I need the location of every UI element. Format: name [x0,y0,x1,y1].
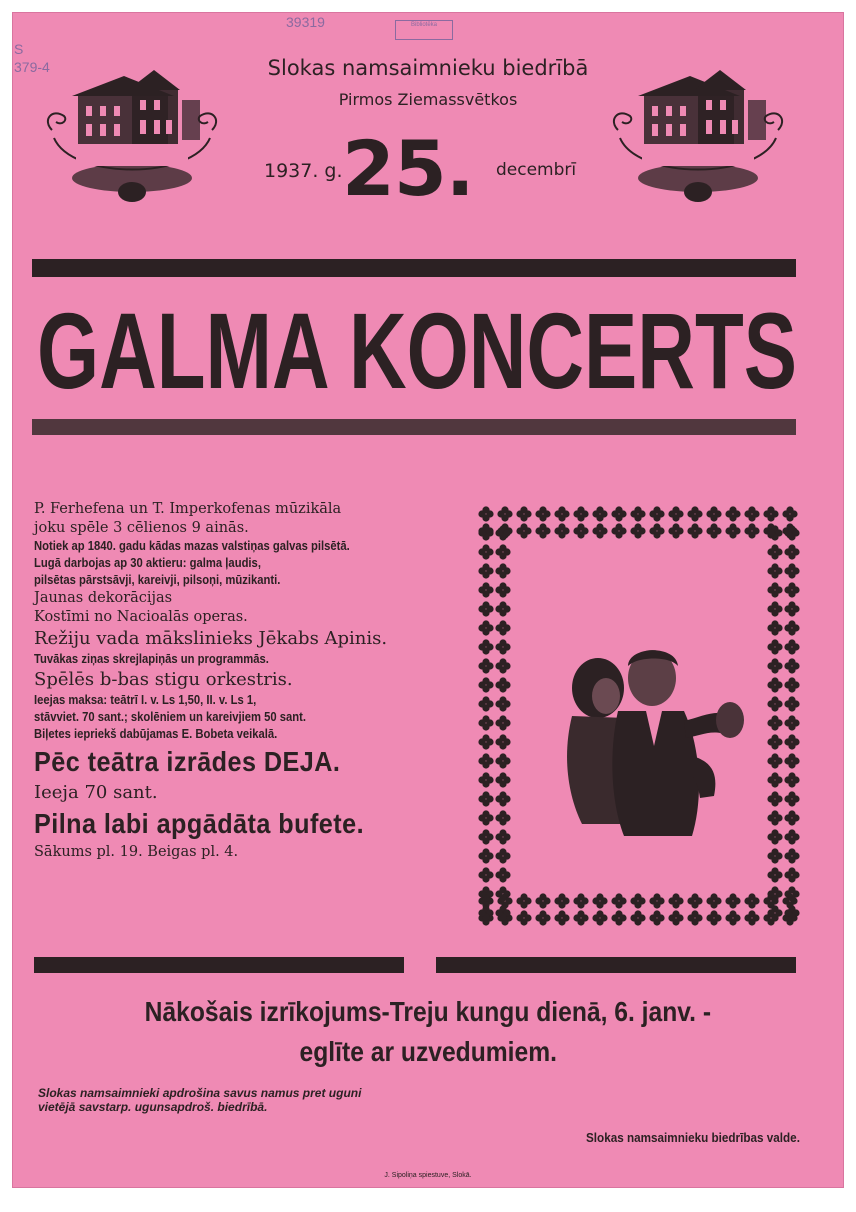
info-line: Pēc teātra izrādes DEJA. [34,746,341,777]
clover-icon [573,523,588,538]
clover-icon [495,848,510,863]
clover-icon [592,506,607,521]
clover-icon [687,910,702,925]
clover-icon [767,696,782,711]
clover-icon [668,523,683,538]
clover-icon [611,893,626,908]
clover-icon [478,639,493,654]
clover-icon [478,620,493,635]
clover-icon [611,910,626,925]
clover-icon [767,582,782,597]
clover-icon [478,753,493,768]
clover-icon [784,677,799,692]
archive-number-top: 39319 [286,14,325,30]
info-line: Jaunas dekorācijas [34,590,173,606]
divider-bar [32,419,796,435]
clover-icon [478,601,493,616]
clover-icon [706,506,721,521]
board-signature: Slokas namsaimnieku biedrības valde. [586,1130,800,1145]
clover-icon [784,563,799,578]
info-line: Notiek ap 1840. gadu kādas mazas valstiņas galvas pilsētā. [34,539,350,553]
clover-border-icon [478,506,800,926]
clover-icon [478,582,493,597]
clover-icon [725,893,740,908]
clover-icon [611,523,626,538]
clover-icon [784,544,799,559]
building-vignette-icon [32,60,232,208]
clover-icon [784,734,799,749]
info-line: Sākums pl. 19. Beigas pl. 4. [34,844,239,860]
clover-icon [767,601,782,616]
clover-icon [495,677,510,692]
info-line: P. Ferhefena un T. Imperkofenas mūzikāla [34,501,342,517]
clover-icon [784,848,799,863]
info-line: Pilna labi apgādāta bufete. [34,808,365,839]
clover-icon [535,893,550,908]
clover-icon [744,506,759,521]
month-text: decembrī [496,160,577,180]
clover-icon [516,893,531,908]
clover-icon [784,810,799,825]
clover-icon [495,601,510,616]
clover-icon [535,910,550,925]
insurance-note: Slokas namsaimnieki apdrošina savus namus pret uguni vietējā savstarp. ugunsapdroš. biedrībā. [38,1086,362,1114]
clover-icon [767,677,782,692]
info-line: pilsētas pārstsāvji, kareivji, pilsoņi, mūzikanti. [34,573,281,587]
clover-icon [767,810,782,825]
clover-icon [784,696,799,711]
clover-icon [495,753,510,768]
info-line: Tuvākas ziņas skrejlapiņās un programmās. [34,652,269,666]
poster [12,12,844,1188]
dancing-couple-illustration [567,650,744,836]
clover-icon [767,791,782,806]
clover-icon [767,848,782,863]
archive-number-left: S 379-4 [14,41,50,75]
clover-icon [784,639,799,654]
clover-icon [687,893,702,908]
clover-icon [668,910,683,925]
clover-icon [767,829,782,844]
clover-icon [495,696,510,711]
clover-icon [495,791,510,806]
clover-icon [767,734,782,749]
clover-icon [497,506,512,521]
clover-icon [573,910,588,925]
clover-icon [592,523,607,538]
clover-icon [725,910,740,925]
clover-icon [592,893,607,908]
clover-icon [630,893,645,908]
clover-icon [495,620,510,635]
clover-icon [554,910,569,925]
clover-icon [478,810,493,825]
clover-icon [687,523,702,538]
printer-credit: J. Sipoliņa spiestuve, Slokā. [384,1172,472,1179]
clover-icon [767,715,782,730]
divider-bar [436,957,796,973]
clover-icon [767,563,782,578]
clover-icon [744,523,759,538]
clover-icon [478,715,493,730]
clover-icon [784,829,799,844]
clover-icon [668,893,683,908]
clover-icon [784,791,799,806]
clover-icon [687,506,702,521]
clover-icon [535,506,550,521]
clover-icon [495,582,510,597]
clover-icon [554,506,569,521]
info-line: Spēlēs b-bas stigu orkestris. [34,669,293,690]
clover-icon [668,506,683,521]
clover-icon [478,772,493,787]
clover-icon [592,910,607,925]
next-event-announcement [12,992,844,1072]
clover-icon [611,506,626,521]
info-block [34,500,464,862]
day-number: 25. [342,124,474,213]
clover-icon [478,867,493,882]
info-line: Ieejas maksa: teātrī I. v. Ls 1,50, II. v. Ls 1, [34,693,257,707]
clover-icon [495,563,510,578]
clover-icon [478,506,493,521]
clover-icon [495,772,510,787]
clover-icon [495,639,510,654]
clover-icon [495,867,510,882]
clover-icon [784,620,799,635]
clover-icon [649,523,664,538]
clover-icon [495,658,510,673]
clover-icon [495,715,510,730]
clover-icon [744,893,759,908]
clover-icon [495,810,510,825]
clover-icon [478,696,493,711]
clover-icon [478,791,493,806]
clover-icon [649,893,664,908]
info-line: stāvviet. 70 sant.; skolēniem un kareivjiem 50 sant. [34,710,307,724]
info-line: Biļetes iepriekš dabūjamas E. Bobeta veikalā. [34,727,278,741]
info-line: Ieeja 70 sant. [34,782,158,803]
clover-icon [744,910,759,925]
clover-icon [478,563,493,578]
divider-bar [34,957,404,973]
clover-icon [767,753,782,768]
clover-icon [478,677,493,692]
clover-icon [767,867,782,882]
clover-icon [784,753,799,768]
building-vignette-icon [598,60,798,208]
clover-icon [784,601,799,616]
clover-icon [649,910,664,925]
clover-icon [495,829,510,844]
main-title [32,284,802,404]
divider-bar [32,259,796,277]
clover-icon [495,734,510,749]
clover-icon [784,658,799,673]
clover-icon [784,772,799,787]
clover-icon [573,893,588,908]
info-line: Kostīmi no Nacioalās operas. [34,609,248,625]
clover-icon [649,506,664,521]
next-event-line-2: eglīte ar uzvedumiem. [299,1036,557,1067]
occasion-text: Pirmos Ziemassvētkos [338,90,518,109]
clover-icon [478,544,493,559]
clover-icon [573,506,588,521]
clover-icon [767,620,782,635]
clover-icon [478,829,493,844]
clover-icon [516,506,531,521]
clover-icon [725,506,740,521]
clover-icon [767,544,782,559]
clover-icon [725,523,740,538]
clover-icon [535,523,550,538]
clover-icon [706,910,721,925]
clover-icon [767,772,782,787]
info-line: Lugā darbojas ap 30 aktieru: galma ļaudis, [34,556,261,570]
clover-icon [495,544,510,559]
library-stamp: Bibliotēka [395,20,453,40]
clover-icon [782,506,797,521]
clover-icon [784,715,799,730]
clover-icon [784,582,799,597]
year-text: 1937. g. [264,160,343,182]
clover-icon [630,506,645,521]
clover-icon [478,658,493,673]
clover-icon [554,893,569,908]
clover-icon [630,523,645,538]
main-title-text: GALMA KONCERTS [37,290,797,404]
clover-icon [478,734,493,749]
clover-icon [630,910,645,925]
info-line: joku spēle 3 cēlienos 9 ainās. [34,520,249,536]
clover-icon [516,523,531,538]
clover-icon [767,658,782,673]
organization-heading: Slokas namsaimnieku biedrībā [267,56,589,80]
clover-icon [554,523,569,538]
clover-icon [706,523,721,538]
clover-icon [767,639,782,654]
info-line: Režiju vada mākslinieks Jēkabs Apinis. [34,628,388,649]
next-event-line-1: Nākošais izrīkojums-Treju kungu dienā, 6. janv. - [144,996,712,1027]
clover-icon [516,910,531,925]
clover-icon [706,893,721,908]
clover-icon [478,848,493,863]
clover-icon [763,506,778,521]
clover-icon [784,867,799,882]
